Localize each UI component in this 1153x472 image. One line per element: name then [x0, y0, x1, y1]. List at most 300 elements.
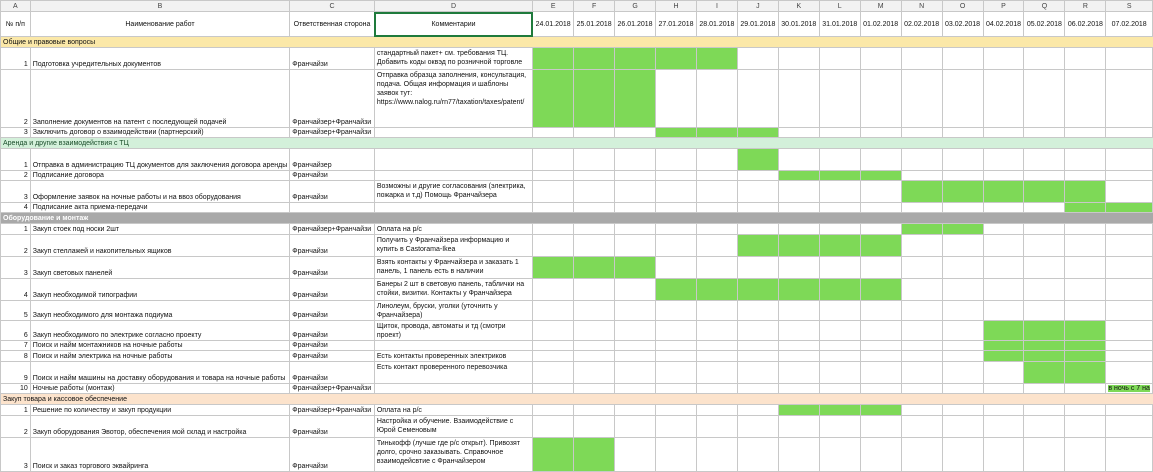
gantt-cell[interactable]	[901, 384, 942, 394]
gantt-cell[interactable]	[860, 351, 901, 362]
gantt-cell[interactable]	[1106, 224, 1153, 235]
gantt-cell[interactable]	[819, 181, 860, 203]
task-responsible[interactable]: Франчайзи	[290, 362, 375, 384]
gantt-cell[interactable]	[656, 362, 697, 384]
gantt-cell[interactable]	[615, 279, 656, 301]
gantt-cell[interactable]	[860, 203, 901, 213]
gantt-cell[interactable]	[533, 149, 574, 171]
gantt-cell[interactable]	[942, 341, 983, 351]
gantt-cell[interactable]	[1065, 171, 1106, 181]
gantt-cell[interactable]	[533, 301, 574, 321]
gantt-cell[interactable]	[1065, 149, 1106, 171]
gantt-cell-filled[interactable]	[860, 279, 901, 301]
gantt-cell[interactable]	[737, 203, 778, 213]
gantt-cell-filled[interactable]	[1065, 203, 1106, 213]
header-date[interactable]: 27.01.2018	[656, 12, 697, 37]
gantt-cell[interactable]	[737, 181, 778, 203]
gantt-cell[interactable]	[737, 362, 778, 384]
gantt-cell[interactable]	[860, 128, 901, 138]
gantt-cell[interactable]	[737, 438, 778, 472]
gantt-cell[interactable]	[1024, 416, 1065, 438]
gantt-cell[interactable]	[778, 384, 819, 394]
gantt-cell[interactable]	[778, 181, 819, 203]
task-number[interactable]: 2	[1, 235, 31, 257]
task-comment[interactable]: Есть контакты проверенных электриков	[374, 351, 532, 362]
gantt-cell[interactable]	[942, 301, 983, 321]
header-date[interactable]: 31.01.2018	[819, 12, 860, 37]
gantt-cell-filled[interactable]	[778, 279, 819, 301]
gantt-cell[interactable]	[696, 384, 737, 394]
task-number[interactable]: 2	[1, 70, 31, 128]
gantt-cell[interactable]	[696, 70, 737, 128]
gantt-cell[interactable]	[1065, 70, 1106, 128]
task-number[interactable]: 1	[1, 405, 31, 416]
gantt-cell[interactable]	[860, 181, 901, 203]
gantt-cell[interactable]	[656, 224, 697, 235]
header-date[interactable]: 24.01.2018	[533, 12, 574, 37]
gantt-cell[interactable]	[942, 384, 983, 394]
task-comment[interactable]: Оплата на р/с	[374, 405, 532, 416]
gantt-cell[interactable]	[574, 279, 615, 301]
gantt-cell[interactable]	[860, 149, 901, 171]
gantt-cell[interactable]	[860, 384, 901, 394]
gantt-cell[interactable]	[860, 416, 901, 438]
gantt-cell-filled[interactable]	[1065, 321, 1106, 341]
gantt-cell[interactable]	[901, 351, 942, 362]
gantt-cell[interactable]	[574, 341, 615, 351]
gantt-cell[interactable]	[860, 70, 901, 128]
task-responsible[interactable]: Франчайзи	[290, 351, 375, 362]
gantt-cell[interactable]	[615, 362, 656, 384]
gantt-cell-filled[interactable]	[615, 70, 656, 128]
task-responsible[interactable]: Франчайзер+Франчайзи	[290, 405, 375, 416]
gantt-cell[interactable]	[615, 149, 656, 171]
gantt-cell[interactable]	[533, 171, 574, 181]
gantt-cell[interactable]	[574, 416, 615, 438]
gantt-cell[interactable]	[778, 257, 819, 279]
gantt-cell[interactable]	[942, 321, 983, 341]
gantt-cell[interactable]	[615, 128, 656, 138]
gantt-cell[interactable]	[901, 48, 942, 70]
task-name[interactable]: Закуп световых панелей	[30, 257, 290, 279]
column-letter-q[interactable]: Q	[1024, 1, 1065, 12]
gantt-cell[interactable]	[696, 149, 737, 171]
task-number[interactable]: 1	[1, 48, 31, 70]
task-responsible[interactable]: Франчайзер+Франчайзи	[290, 70, 375, 128]
gantt-cell-filled[interactable]	[860, 405, 901, 416]
gantt-cell[interactable]	[656, 70, 697, 128]
gantt-cell[interactable]	[1106, 321, 1153, 341]
gantt-cell[interactable]	[1065, 224, 1106, 235]
gantt-cell[interactable]	[1024, 128, 1065, 138]
gantt-cell[interactable]	[778, 351, 819, 362]
gantt-cell[interactable]	[778, 362, 819, 384]
gantt-cell-filled[interactable]	[778, 405, 819, 416]
gantt-cell[interactable]	[901, 257, 942, 279]
column-letter-p[interactable]: P	[983, 1, 1024, 12]
gantt-cell[interactable]	[1065, 48, 1106, 70]
task-number[interactable]: 1	[1, 224, 31, 235]
gantt-cell[interactable]	[656, 235, 697, 257]
gantt-cell[interactable]	[778, 149, 819, 171]
gantt-cell-filled[interactable]	[737, 149, 778, 171]
gantt-cell[interactable]	[696, 301, 737, 321]
gantt-cell[interactable]	[983, 279, 1024, 301]
gantt-cell[interactable]	[574, 384, 615, 394]
gantt-cell[interactable]	[656, 416, 697, 438]
gantt-cell-filled[interactable]	[983, 341, 1024, 351]
gantt-cell[interactable]	[574, 128, 615, 138]
gantt-cell[interactable]	[942, 235, 983, 257]
gantt-cell[interactable]	[778, 321, 819, 341]
gantt-cell[interactable]	[983, 416, 1024, 438]
task-name[interactable]: Закуп необходимого для монтажа подиума	[30, 301, 290, 321]
gantt-cell[interactable]	[1106, 149, 1153, 171]
task-comment[interactable]: Взять контакты у Франчайзера и заказать 1 панель, 1 панель есть в наличии	[374, 257, 532, 279]
gantt-cell[interactable]	[533, 341, 574, 351]
gantt-cell[interactable]	[819, 70, 860, 128]
gantt-cell-filled[interactable]	[819, 279, 860, 301]
gantt-cell[interactable]	[1065, 384, 1106, 394]
gantt-cell[interactable]	[1024, 405, 1065, 416]
task-comment[interactable]: Настройка и обучение. Взаимодействие с Юрой Семеновым	[374, 416, 532, 438]
gantt-cell[interactable]	[1106, 128, 1153, 138]
gantt-cell[interactable]	[1106, 384, 1153, 394]
gantt-cell[interactable]	[942, 149, 983, 171]
task-responsible[interactable]: Франчайзи	[290, 279, 375, 301]
column-letter-k[interactable]: K	[778, 1, 819, 12]
gantt-cell[interactable]	[819, 224, 860, 235]
gantt-cell[interactable]	[656, 203, 697, 213]
gantt-cell[interactable]	[656, 321, 697, 341]
gantt-cell[interactable]	[901, 70, 942, 128]
gantt-cell[interactable]	[615, 405, 656, 416]
gantt-cell[interactable]	[656, 351, 697, 362]
task-comment[interactable]: Получить у Франчайзера информацию и купить в Castorama-Ikea	[374, 235, 532, 257]
task-name[interactable]: Решение по количеству и закуп продукции	[30, 405, 290, 416]
gantt-cell[interactable]	[656, 171, 697, 181]
task-number[interactable]: 7	[1, 341, 31, 351]
header-date[interactable]: 01.02.2018	[860, 12, 901, 37]
gantt-cell[interactable]	[615, 171, 656, 181]
gantt-cell[interactable]	[1106, 235, 1153, 257]
task-responsible[interactable]: Франчайзи	[290, 257, 375, 279]
gantt-cell[interactable]	[533, 235, 574, 257]
section-title[interactable]: Закуп товара и кассовое обеспечение	[1, 394, 1153, 405]
gantt-cell[interactable]	[656, 438, 697, 472]
column-letter-h[interactable]: H	[656, 1, 697, 12]
gantt-cell[interactable]	[901, 321, 942, 341]
section-title[interactable]: Оборудование и монтаж	[1, 213, 1153, 224]
gantt-cell[interactable]	[1024, 48, 1065, 70]
gantt-cell-filled[interactable]	[737, 128, 778, 138]
gantt-cell-filled[interactable]	[819, 405, 860, 416]
gantt-cell[interactable]	[656, 405, 697, 416]
gantt-cell[interactable]	[819, 257, 860, 279]
gantt-cell-filled[interactable]	[656, 128, 697, 138]
gantt-cell[interactable]	[737, 384, 778, 394]
gantt-cell[interactable]	[901, 341, 942, 351]
gantt-cell[interactable]	[696, 181, 737, 203]
gantt-cell[interactable]	[1065, 235, 1106, 257]
gantt-cell-filled[interactable]	[1065, 341, 1106, 351]
gantt-cell-filled[interactable]	[942, 224, 983, 235]
column-letter-n[interactable]: N	[901, 1, 942, 12]
gantt-cell[interactable]	[1065, 257, 1106, 279]
header-date[interactable]: 30.01.2018	[778, 12, 819, 37]
task-number[interactable]: 3	[1, 181, 31, 203]
task-number[interactable]: 2	[1, 416, 31, 438]
gantt-cell[interactable]	[778, 341, 819, 351]
gantt-cell[interactable]	[696, 341, 737, 351]
task-comment[interactable]: Возможны и другие согласования (электрика, пожарка и т.д) Помощь Франчайзера	[374, 181, 532, 203]
gantt-cell[interactable]	[574, 181, 615, 203]
column-letter-s[interactable]: S	[1106, 1, 1153, 12]
gantt-cell[interactable]	[1024, 149, 1065, 171]
gantt-cell[interactable]	[860, 257, 901, 279]
gantt-cell[interactable]	[574, 203, 615, 213]
header-date[interactable]: 29.01.2018	[737, 12, 778, 37]
gantt-cell[interactable]	[942, 203, 983, 213]
gantt-cell-filled[interactable]	[696, 279, 737, 301]
gantt-cell[interactable]	[1106, 351, 1153, 362]
gantt-cell-filled[interactable]	[1024, 362, 1065, 384]
gantt-cell[interactable]	[533, 351, 574, 362]
header-num[interactable]: № п/п	[1, 12, 31, 37]
gantt-cell[interactable]	[656, 257, 697, 279]
gantt-cell[interactable]	[860, 362, 901, 384]
gantt-cell[interactable]	[533, 128, 574, 138]
gantt-cell[interactable]	[942, 48, 983, 70]
gantt-cell[interactable]	[942, 351, 983, 362]
gantt-cell-filled[interactable]	[574, 257, 615, 279]
gantt-cell[interactable]	[778, 203, 819, 213]
task-responsible[interactable]: Франчайзер	[290, 149, 375, 171]
task-comment[interactable]	[374, 384, 532, 394]
gantt-cell[interactable]	[656, 181, 697, 203]
gantt-cell[interactable]	[737, 351, 778, 362]
gantt-cell-filled[interactable]	[1024, 181, 1065, 203]
gantt-cell-filled[interactable]	[656, 279, 697, 301]
gantt-cell[interactable]	[533, 224, 574, 235]
gantt-cell-filled[interactable]	[1065, 351, 1106, 362]
column-letter-b[interactable]: B	[30, 1, 290, 12]
task-number[interactable]: 4	[1, 203, 31, 213]
task-name[interactable]: Закуп необходимого по электрике согласно проекту	[30, 321, 290, 341]
column-letter-f[interactable]: F	[574, 1, 615, 12]
column-letter-d[interactable]: D	[374, 1, 532, 12]
gantt-cell[interactable]	[696, 351, 737, 362]
gantt-cell[interactable]	[656, 384, 697, 394]
gantt-cell[interactable]	[696, 224, 737, 235]
gantt-cell[interactable]	[574, 149, 615, 171]
task-number[interactable]: 3	[1, 128, 31, 138]
task-comment[interactable]: стандартный пакет+ см. требования ТЦ. Добавить коды оквэд по розничной торговле	[374, 48, 532, 70]
task-name[interactable]: Оформление заявок на ночные работы и на ввоз оборудования	[30, 181, 290, 203]
task-responsible[interactable]: Франчайзи	[290, 171, 375, 181]
gantt-cell[interactable]	[942, 416, 983, 438]
gantt-cell-filled[interactable]	[778, 171, 819, 181]
gantt-cell[interactable]	[696, 257, 737, 279]
gantt-cell-filled[interactable]	[778, 235, 819, 257]
task-name[interactable]: Поиск и найм электрика на ночные работы	[30, 351, 290, 362]
gantt-cell-filled[interactable]	[533, 48, 574, 70]
header-date[interactable]: 07.02.2018	[1106, 12, 1153, 37]
column-letter-m[interactable]: M	[860, 1, 901, 12]
task-comment[interactable]: Линолеум, бруски, уголки (уточнить у Франчайзера)	[374, 301, 532, 321]
task-number[interactable]: 5	[1, 301, 31, 321]
gantt-cell[interactable]	[656, 341, 697, 351]
gantt-cell[interactable]	[983, 301, 1024, 321]
gantt-cell[interactable]	[696, 438, 737, 472]
gantt-cell[interactable]	[1065, 438, 1106, 472]
gantt-cell-filled[interactable]	[860, 235, 901, 257]
gantt-cell[interactable]	[574, 224, 615, 235]
gantt-cell[interactable]	[778, 438, 819, 472]
task-responsible[interactable]: Франчайзер+Франчайзи	[290, 224, 375, 235]
gantt-cell[interactable]	[737, 224, 778, 235]
task-number[interactable]: 10	[1, 384, 31, 394]
gantt-cell-filled[interactable]	[901, 224, 942, 235]
task-comment[interactable]	[374, 149, 532, 171]
gantt-cell[interactable]	[533, 405, 574, 416]
gantt-cell[interactable]	[819, 351, 860, 362]
task-comment[interactable]: Есть контакт проверенного перевозчика	[374, 362, 532, 384]
gantt-cell[interactable]	[778, 224, 819, 235]
gantt-cell[interactable]	[696, 235, 737, 257]
gantt-cell-filled[interactable]	[533, 438, 574, 472]
gantt-cell[interactable]	[1106, 171, 1153, 181]
gantt-cell[interactable]	[1106, 257, 1153, 279]
gantt-cell[interactable]	[819, 321, 860, 341]
gantt-cell[interactable]	[901, 171, 942, 181]
gantt-cell[interactable]	[656, 149, 697, 171]
gantt-cell[interactable]	[737, 341, 778, 351]
gantt-cell[interactable]	[615, 235, 656, 257]
gantt-cell[interactable]	[819, 301, 860, 321]
task-responsible[interactable]: Франчайзи	[290, 181, 375, 203]
gantt-cell[interactable]	[860, 224, 901, 235]
gantt-cell[interactable]	[983, 171, 1024, 181]
gantt-cell[interactable]	[737, 70, 778, 128]
gantt-cell[interactable]	[1106, 48, 1153, 70]
header-name[interactable]: Наименование работ	[30, 12, 290, 37]
gantt-cell[interactable]	[615, 224, 656, 235]
task-comment[interactable]	[374, 171, 532, 181]
gantt-cell-filled[interactable]	[1024, 351, 1065, 362]
gantt-cell[interactable]	[1065, 128, 1106, 138]
header-date[interactable]: 04.02.2018	[983, 12, 1024, 37]
gantt-cell[interactable]	[574, 351, 615, 362]
gantt-cell-filled[interactable]	[983, 321, 1024, 341]
task-name[interactable]: Поиск и найм монтажников на ночные работы	[30, 341, 290, 351]
column-letter-e[interactable]: E	[533, 1, 574, 12]
column-letter-g[interactable]: G	[615, 1, 656, 12]
gantt-cell[interactable]	[1065, 416, 1106, 438]
header-date[interactable]: 28.01.2018	[696, 12, 737, 37]
column-letter-c[interactable]: C	[290, 1, 375, 12]
gantt-cell[interactable]	[983, 235, 1024, 257]
gantt-cell[interactable]	[1065, 279, 1106, 301]
task-comment[interactable]	[374, 203, 532, 213]
gantt-cell-filled[interactable]	[819, 171, 860, 181]
gantt-cell[interactable]	[696, 405, 737, 416]
gantt-cell[interactable]	[1024, 235, 1065, 257]
gantt-cell-filled[interactable]	[533, 257, 574, 279]
gantt-cell[interactable]	[1106, 181, 1153, 203]
task-name[interactable]: Заполнение документов на патент с последующей подачей	[30, 70, 290, 128]
gantt-cell[interactable]	[696, 203, 737, 213]
gantt-cell[interactable]	[1106, 405, 1153, 416]
gantt-cell[interactable]	[983, 70, 1024, 128]
task-comment[interactable]: Оплата на р/с	[374, 224, 532, 235]
header-date[interactable]: 25.01.2018	[574, 12, 615, 37]
task-comment[interactable]: Банеры 2 шт в световую панель, таблички на стойки, визитки. Контакты у Франчайзера	[374, 279, 532, 301]
task-number[interactable]: 2	[1, 171, 31, 181]
gantt-cell-filled[interactable]	[574, 70, 615, 128]
gantt-cell[interactable]	[860, 341, 901, 351]
section-title[interactable]: Аренда и другие взаимодействия с ТЦ	[1, 138, 1153, 149]
task-name[interactable]: Закуп оборудования Эвотор, обеспечения мой склад и настройка	[30, 416, 290, 438]
task-comment[interactable]	[374, 128, 532, 138]
gantt-cell[interactable]	[574, 301, 615, 321]
gantt-cell[interactable]	[1106, 416, 1153, 438]
gantt-cell[interactable]	[778, 48, 819, 70]
gantt-cell[interactable]	[901, 362, 942, 384]
task-comment[interactable]: Отправка образца заполнения, консультация, подача. Общая информация и шаблоны заявок тут: https://www.nalog.ru/rn77/taxation/taxes/patent/	[374, 70, 532, 128]
gantt-cell[interactable]	[737, 48, 778, 70]
gantt-cell-filled[interactable]	[656, 48, 697, 70]
gantt-cell[interactable]	[942, 70, 983, 128]
gantt-cell[interactable]	[737, 301, 778, 321]
gantt-cell[interactable]	[615, 301, 656, 321]
gantt-cell-filled[interactable]	[737, 279, 778, 301]
gantt-cell[interactable]	[533, 362, 574, 384]
gantt-cell[interactable]	[574, 362, 615, 384]
gantt-cell[interactable]	[942, 438, 983, 472]
gantt-cell[interactable]	[983, 128, 1024, 138]
gantt-cell-filled[interactable]	[942, 181, 983, 203]
gantt-cell[interactable]	[860, 48, 901, 70]
gantt-cell[interactable]	[533, 321, 574, 341]
task-comment[interactable]: Тинькофф (лучше где р/с открыт). Привозят долго, срочно заказывать. Справочное взаимодейсвтие с Франчайзером	[374, 438, 532, 472]
gantt-cell[interactable]	[696, 171, 737, 181]
gantt-cell[interactable]	[778, 128, 819, 138]
gantt-cell[interactable]	[860, 438, 901, 472]
task-name[interactable]: Подписание акта приема-передачи	[30, 203, 290, 213]
gantt-cell[interactable]	[1024, 279, 1065, 301]
task-name[interactable]: Подготовка учредительных документов	[30, 48, 290, 70]
gantt-cell[interactable]	[901, 416, 942, 438]
gantt-cell-filled[interactable]	[1024, 321, 1065, 341]
gantt-cell[interactable]	[901, 128, 942, 138]
task-number[interactable]: 1	[1, 149, 31, 171]
gantt-cell[interactable]	[656, 301, 697, 321]
gantt-cell[interactable]	[615, 203, 656, 213]
task-responsible[interactable]: Франчайзи	[290, 341, 375, 351]
gantt-cell-filled[interactable]	[1024, 341, 1065, 351]
gantt-cell[interactable]	[615, 341, 656, 351]
task-responsible[interactable]: Франчайзи	[290, 301, 375, 321]
gantt-cell[interactable]	[696, 362, 737, 384]
gantt-cell[interactable]	[737, 416, 778, 438]
gantt-cell-filled[interactable]	[1106, 203, 1153, 213]
gantt-cell[interactable]	[942, 257, 983, 279]
task-comment[interactable]	[374, 341, 532, 351]
gantt-cell-filled[interactable]	[533, 70, 574, 128]
gantt-cell-filled[interactable]	[737, 235, 778, 257]
gantt-cell[interactable]	[819, 341, 860, 351]
